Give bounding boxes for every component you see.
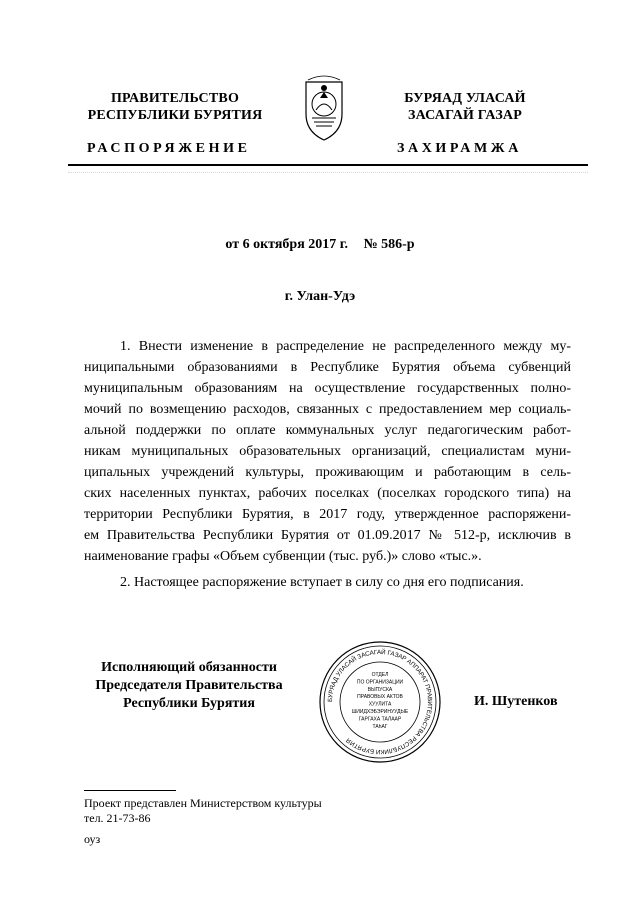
paragraph-1-line: муниципальным образованиям на осуществление государственных полно- bbox=[84, 381, 571, 396]
paragraph-1-line: ципальных учреждений культуры, проживающим и работающим в сель- bbox=[84, 465, 571, 480]
gov-name-bur-line2: ЗАСАГАЙ ГАЗАР bbox=[407, 108, 522, 123]
paragraph-1-line: ниципальными образованиями в Республике Бурятия объема субвенций bbox=[84, 360, 571, 375]
footer-initials: оуз bbox=[84, 832, 101, 846]
paragraph-1-line: никам муниципальных образовательных организаций, специалистам муни- bbox=[84, 444, 571, 459]
stamp-center-line: ШИИДХЭБЭРИНУУДЫЕ bbox=[351, 709, 409, 715]
paragraph-1-line: ем Правительства Республики Бурятия от 01.09.2017 № 512-р, исключив в bbox=[84, 528, 571, 543]
gov-name-ru-line1: ПРАВИТЕЛЬСТВО bbox=[110, 91, 240, 106]
document-number: № 586-р bbox=[363, 237, 415, 252]
official-stamp bbox=[318, 640, 442, 764]
header-right-block bbox=[385, 90, 545, 124]
signer-name: И. Шутенков bbox=[474, 694, 558, 709]
paragraph-1-line: альной поддержки по оплате коммунальных услуг педагогическим работ- bbox=[84, 423, 571, 438]
stamp-center-line: ПРАВОВЫХ АКТОВ bbox=[357, 694, 403, 701]
order-title-ru: РАСПОРЯЖЕНИЕ bbox=[87, 141, 251, 156]
stamp-center-line: ВЫПУСКА bbox=[367, 686, 393, 693]
paragraph-1-line: наименование графы «Объем субвенции (тыс. руб.)» слово «тыс.». bbox=[84, 549, 482, 564]
footer-divider bbox=[84, 790, 176, 791]
paragraph-2: 2. Настоящее распоряжение вступает в силу со дня его подписания. bbox=[120, 575, 524, 590]
paragraph-1-line: 1. Внести изменение в распределение не распределенного между му- bbox=[120, 339, 571, 354]
stamp-center-line: ТАһАГ bbox=[372, 723, 388, 730]
signer-title-line1: Исполняющий обязанности bbox=[101, 660, 277, 675]
header-dotted-line bbox=[68, 172, 588, 173]
paragraph-1-line: ских населенных пунктах, рабочих поселках (поселках городского типа) на bbox=[84, 486, 571, 501]
stamp-ring-text: БУРЯАД УЛАСАЙ ЗАСАГАЙ ГАЗАР АППАРАТ ПРАВИТЕЛЬСТВА РЕСПУБЛИКИ БУРЯТИЯ bbox=[326, 648, 434, 756]
stamp-center-line: ОТДЕЛ bbox=[371, 672, 389, 678]
document-date-line bbox=[0, 237, 640, 253]
stamp-center-line: ХУУЛИТА bbox=[368, 701, 392, 708]
footer-prepared-by: Проект представлен Министерством культуры bbox=[84, 796, 322, 810]
signer-title-line2: Председателя Правительства bbox=[95, 678, 283, 693]
stamp-center-line: ГАРГАХА ТАЛААР bbox=[358, 716, 402, 723]
document-city: г. Улан-Удэ bbox=[284, 289, 356, 304]
gov-name-ru-line2: РЕСПУБЛИКИ БУРЯТИЯ bbox=[87, 108, 263, 123]
signer-title-line3: Республики Бурятия bbox=[123, 696, 255, 711]
signer-title bbox=[84, 659, 294, 713]
order-title-bur: ЗАХИРАМЖА bbox=[397, 141, 522, 156]
coat-of-arms-icon bbox=[302, 74, 346, 144]
stamp-center-line: ПО ОРГАНИЗАЦИИ bbox=[356, 679, 404, 686]
header-divider bbox=[68, 164, 588, 166]
paragraph-1-line: мочий по возмещению расходов, связанных с предоставлением мер социаль- bbox=[84, 402, 571, 417]
footer-phone: тел. 21-73-86 bbox=[84, 811, 151, 825]
header-left-block bbox=[80, 90, 270, 124]
gov-name-bur-line1: БУРЯАД УЛАСАЙ bbox=[404, 91, 526, 106]
document-date: от 6 октября 2017 г. bbox=[225, 237, 349, 252]
paragraph-1-line: территории Республики Бурятия, в 2017 году, утвержденное распоряжени- bbox=[84, 507, 571, 522]
paragraph-1 bbox=[84, 336, 571, 567]
